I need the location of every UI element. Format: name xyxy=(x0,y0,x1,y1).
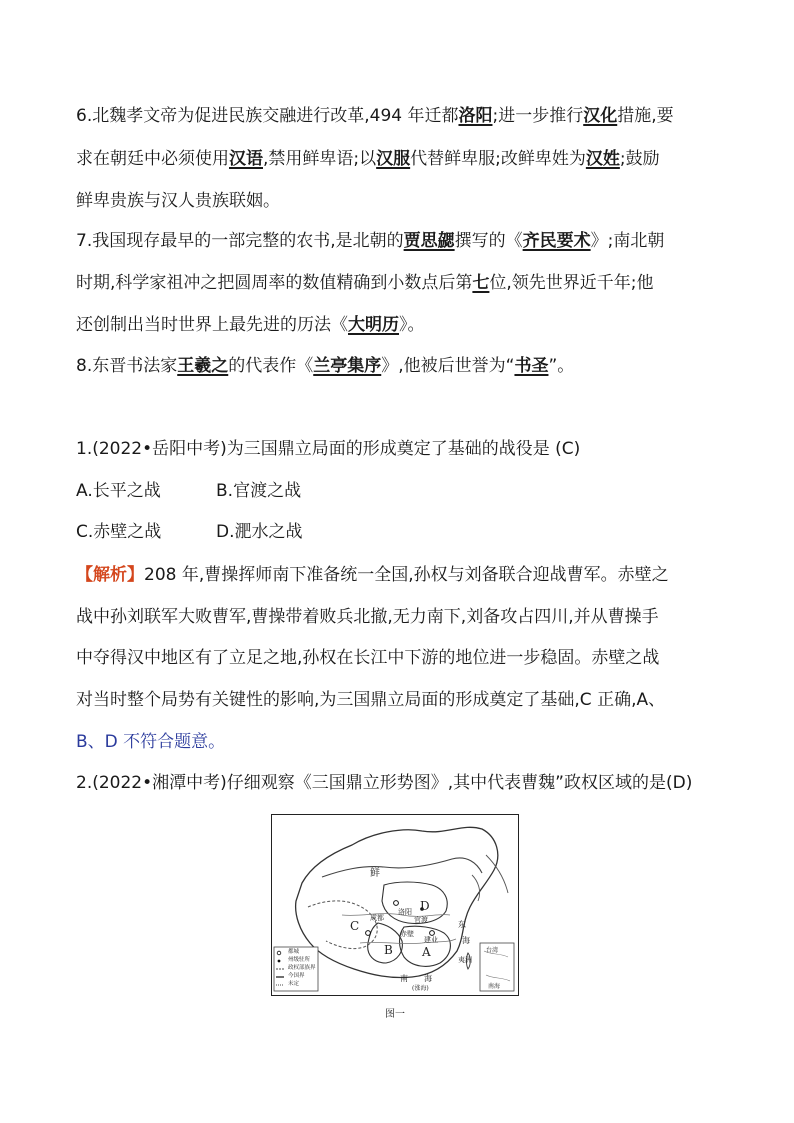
keyword-luoyang: 洛阳 xyxy=(458,106,493,126)
analysis-tag: 【解析】 xyxy=(76,565,144,585)
label-b: B xyxy=(384,943,393,957)
legend-capital: 都城 xyxy=(288,949,300,955)
label-jianye: 建业 xyxy=(424,936,438,944)
summary-p6-line2 xyxy=(76,148,660,170)
text-seg: 》。 xyxy=(399,315,425,335)
text-seg: 还创制出当时世界上最先进的历法《 xyxy=(76,315,348,335)
q1-option-a: A.长平之战 xyxy=(76,481,161,501)
text-seg: 208 年,曹操挥师南下准备统一全国,孙权与刘备联合迎战曹军。赤壁之 xyxy=(144,565,669,585)
xianbei-border xyxy=(322,858,482,877)
keyword-wangxizhi: 王羲之 xyxy=(177,356,229,376)
text-seg: 7.我国现存最早的一部完整的农书,是北朝的 xyxy=(76,231,404,251)
text-seg: 措施,要 xyxy=(617,106,674,126)
label-c: C xyxy=(350,919,360,933)
legend-undetermined: 未定 xyxy=(288,981,300,987)
figure-caption: 图一 xyxy=(385,1009,405,1020)
text-seg: 求在朝廷中必须使用 xyxy=(76,149,229,169)
legend-national-border: 今国界 xyxy=(288,973,305,979)
keyword-damingli: 大明历 xyxy=(348,315,399,335)
summary-p7-line3 xyxy=(76,314,425,336)
text-seg: 》;南北朝 xyxy=(590,231,665,251)
capital-chengdu xyxy=(366,931,371,936)
q1-option-c: C.赤壁之战 xyxy=(76,522,162,542)
q1-analysis-line5: B、D 不符合题意。 xyxy=(76,732,226,752)
q1-analysis-line3: 中夺得汉中地区有了立足之地,孙权在长江中下游的地位进一步稳固。赤壁之战 xyxy=(76,648,660,668)
q1-analysis-line4: 对当时整个局势有关键性的影响,为三国鼎立局面的形成奠定了基础,C 正确,A、 xyxy=(76,690,666,710)
text-seg: ,禁用鲜卑语;以 xyxy=(263,149,377,169)
q1-option-b: B.官渡之战 xyxy=(216,481,302,501)
q1-stem: 1.(2022•岳阳中考)为三国鼎立局面的形成奠定了基础的战役是 (C) xyxy=(76,439,581,459)
q1-analysis-line1 xyxy=(76,564,669,586)
keyword-hanhua: 汉化 xyxy=(583,106,618,126)
three-kingdoms-map xyxy=(271,814,519,996)
label-taiwan: 台湾 xyxy=(486,947,499,954)
text-seg: 》,他被后世誉为“ xyxy=(381,356,515,376)
keyword-jiasixie: 贾思勰 xyxy=(403,231,455,251)
label-luoyang: 洛阳 xyxy=(398,908,412,916)
label-nanhai: 南 海 xyxy=(400,974,432,983)
label-dong: 东 xyxy=(458,920,466,929)
summary-p6-line1 xyxy=(76,105,674,127)
capital-luoyang xyxy=(394,901,399,906)
label-d: D xyxy=(420,899,430,913)
text-seg: ;鼓励 xyxy=(619,149,660,169)
text-seg: 时期,科学家祖冲之把圆周率的数值精确到小数点后第 xyxy=(76,273,473,293)
summary-p6-line3: 鲜卑贵族与汉人贵族联姻。 xyxy=(76,191,280,211)
text-seg: ;进一步推行 xyxy=(492,106,584,126)
legend-regime-border: 政权部族界 xyxy=(288,965,316,971)
label-yizhou: 夷洲 xyxy=(458,956,472,964)
text-seg: 代替鲜卑服;改鲜卑姓为 xyxy=(410,149,586,169)
summary-p7-line2 xyxy=(76,272,654,294)
label-zhanghai: (涨海) xyxy=(412,985,429,992)
text-seg: 位,领先世界近千年;他 xyxy=(489,273,654,293)
summary-p7-line1 xyxy=(76,230,664,252)
label-hai: 海 xyxy=(462,936,470,945)
text-seg: 8.东晋书法家 xyxy=(76,356,178,376)
keyword-hanyu: 汉语 xyxy=(229,149,263,169)
q1-analysis-line2: 战中孙刘联军大败曹军,曹操带着败兵北撤,无力南下,刘备攻占四川,并从曹操手 xyxy=(76,607,659,627)
keyword-qi: 七 xyxy=(472,273,490,293)
text-seg: 6.北魏孝文帝为促进民族交融进行改革,494 年迁都 xyxy=(76,106,459,126)
keyword-hanxing: 汉姓 xyxy=(585,149,620,169)
keyword-lantingjixu: 兰亭集序 xyxy=(313,356,382,376)
label-xianbei: 鲜 xyxy=(370,868,380,879)
summary-p8-line1 xyxy=(76,355,574,377)
keyword-hanfu: 汉服 xyxy=(376,149,411,169)
label-chengdu: 成都 xyxy=(370,914,384,922)
yangtze-river xyxy=(360,939,456,944)
region-c-border xyxy=(308,901,377,949)
label-chibi: 赤壁 xyxy=(400,930,414,938)
keyword-qiminyaoshu: 齐民要术 xyxy=(522,231,591,251)
q1-option-d: D.淝水之战 xyxy=(216,522,303,542)
legend-prefecture: 州级驻所 xyxy=(288,957,311,963)
label-inset-nanhai: 南海 xyxy=(488,983,501,990)
text-seg: ”。 xyxy=(548,356,575,376)
text-seg: 撰写的《 xyxy=(454,231,523,251)
label-guandu: 官渡 xyxy=(414,916,428,924)
label-a: A xyxy=(422,945,431,959)
text-seg: 的代表作《 xyxy=(228,356,314,376)
keyword-shusheng: 书圣 xyxy=(514,356,549,376)
q2-stem: 2.(2022•湘潭中考)仔细观察《三国鼎立形势图》,其中代表曹魏”政权区域的是(D) xyxy=(76,773,693,793)
yellow-river xyxy=(342,914,450,917)
